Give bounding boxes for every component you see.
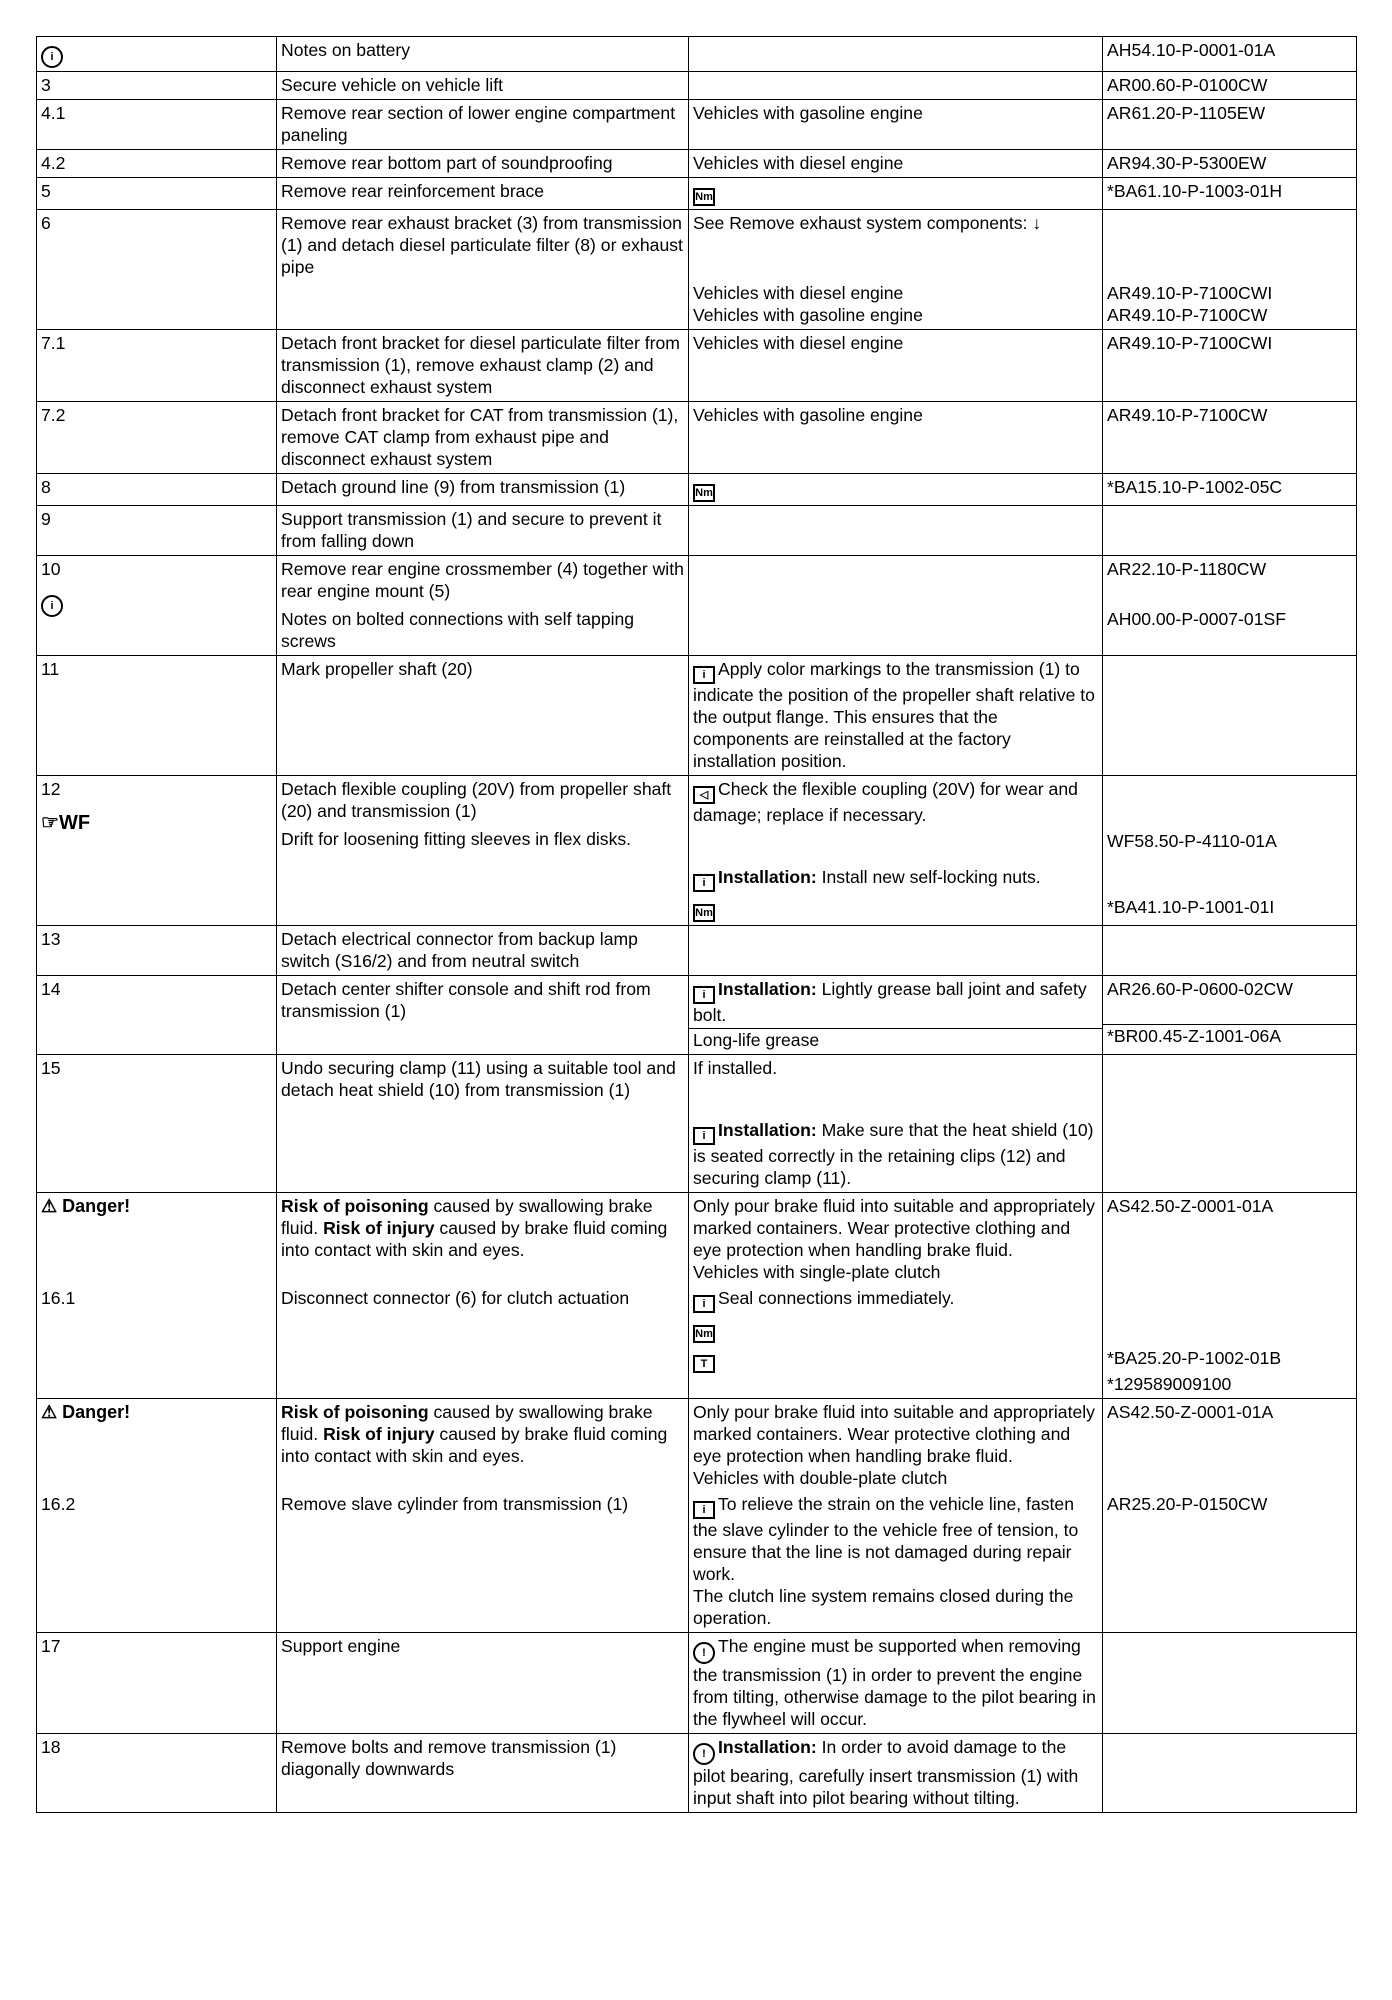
- note-text: Check the flexible coupling (20V) for wear and damage; replace if necessary.: [693, 779, 1078, 825]
- note-text: Only pour brake fluid into suitable and appropriately marked containers. Wear protective clothing and eye protection when handling brake fluid.: [693, 1402, 1095, 1466]
- risk-label: Risk of poisoning: [281, 1402, 429, 1422]
- action-text: caused by swallowing brake fluid.: [281, 1402, 653, 1444]
- note-text: Lightly grease ball joint and safety bolt.: [693, 979, 1087, 1025]
- caution-circle-icon: !: [693, 1642, 715, 1664]
- step-number: 4.1: [41, 103, 66, 123]
- table-row: [37, 506, 1357, 556]
- note-text: If installed.: [693, 1058, 778, 1078]
- action-text: Undo securing clamp (11) using a suitable tool and detach heat shield (10) from transmission (1): [281, 1058, 676, 1100]
- reference-link[interactable]: AR49.10-P-7100CW: [1107, 305, 1268, 325]
- reference-link[interactable]: AS42.50-Z-0001-01A: [1107, 1196, 1274, 1216]
- action-text: Remove slave cylinder from transmission (1): [281, 1494, 629, 1514]
- step-number: 13: [41, 929, 61, 949]
- note-text[interactable]: See Remove exhaust system components: ↓: [693, 213, 1042, 233]
- action-text: Support engine: [281, 1636, 401, 1656]
- reference-link[interactable]: AR25.20-P-0150CW: [1107, 1494, 1268, 1514]
- table-row: [37, 150, 1357, 178]
- step-number: 11: [41, 659, 60, 679]
- step-number: 5: [41, 181, 51, 201]
- notes-circle-icon: i: [41, 595, 63, 617]
- reference-link[interactable]: AR49.10-P-7100CWI: [1107, 283, 1273, 303]
- action-text: Remove rear section of lower engine compartment paneling: [281, 103, 676, 145]
- special-tool-label: WF: [58, 812, 91, 834]
- note-text: Vehicles with gasoline engine: [693, 305, 923, 325]
- table-row: [37, 1055, 1357, 1193]
- reference-link[interactable]: *BA15.10-P-1002-05C: [1107, 477, 1283, 497]
- installation-label: Installation:: [718, 1737, 817, 1757]
- note-text: Install new self-locking nuts.: [816, 867, 1041, 887]
- table-row: [37, 330, 1357, 402]
- note-text: The clutch line system remains closed during the operation.: [693, 1586, 1074, 1628]
- table-row: [37, 100, 1357, 150]
- note-text: Vehicles with gasoline engine: [693, 103, 923, 123]
- table-row: [37, 402, 1357, 474]
- info-icon: i: [693, 1127, 715, 1145]
- reference-link[interactable]: *129589009100: [1107, 1374, 1232, 1394]
- table-row: [37, 1633, 1357, 1734]
- reference-link[interactable]: AH00.00-P-0007-01SF: [1107, 609, 1286, 629]
- action-text: Detach ground line (9) from transmission (1): [281, 477, 626, 497]
- table-row: [37, 1193, 1357, 1399]
- action-text: Remove rear exhaust bracket (3) from transmission (1) and detach diesel particulate filter (8) or exhaust pipe: [281, 213, 683, 277]
- torque-nm-icon[interactable]: Nm: [693, 904, 715, 922]
- reference-link[interactable]: *BR00.45-Z-1001-06A: [1103, 1024, 1356, 1047]
- note-text: Vehicles with diesel engine: [693, 333, 904, 353]
- reference-link[interactable]: AR26.60-P-0600-02CW: [1107, 979, 1293, 999]
- info-icon: i: [693, 1295, 715, 1313]
- step-number: 7.2: [41, 405, 66, 425]
- reference-link[interactable]: AR22.10-P-1180CW: [1107, 559, 1267, 579]
- reference-link[interactable]: AR94.30-P-5300EW: [1107, 153, 1267, 173]
- risk-label: Risk of injury: [323, 1218, 435, 1238]
- danger-label: Danger!: [62, 1402, 131, 1422]
- action-text: Detach flexible coupling (20V) from propeller shaft (20) and transmission (1): [281, 779, 672, 821]
- installation-label: Installation:: [718, 979, 817, 999]
- reference-link[interactable]: *BA61.10-P-1003-01H: [1107, 181, 1283, 201]
- step-number: 16.1: [41, 1288, 76, 1308]
- special-tool-icon[interactable]: T: [693, 1355, 715, 1373]
- action-text: Detach front bracket for diesel particulate filter from transmission (1), remove exhaust clamp (2) and disconnect exhaust system: [281, 333, 680, 397]
- info-icon: i: [693, 874, 715, 892]
- step-number: 3: [41, 75, 51, 95]
- reference-link[interactable]: WF58.50-P-4110-01A: [1107, 831, 1277, 851]
- reference-link[interactable]: *BA41.10-P-1001-01I: [1107, 897, 1275, 917]
- table-row: [37, 556, 1357, 656]
- caution-circle-icon: !: [693, 1743, 715, 1765]
- action-text: Remove rear reinforcement brace: [281, 181, 545, 201]
- installation-label: Installation:: [718, 1120, 817, 1140]
- warning-triangle-icon: ⚠: [41, 1402, 58, 1422]
- warning-triangle-icon: ⚠: [41, 1196, 58, 1216]
- reference-link[interactable]: AH54.10-P-0001-01A: [1107, 40, 1276, 60]
- note-text: Make sure that the heat shield (10) is seated correctly in the retaining clips (12) and securing clamp (11).: [693, 1120, 1094, 1188]
- info-icon: i: [693, 986, 715, 1004]
- inspect-icon: ◁: [693, 786, 715, 804]
- procedure-table: [36, 36, 1357, 1813]
- reference-link[interactable]: AR49.10-P-7100CWI: [1107, 333, 1273, 353]
- step-number: 4.2: [41, 153, 66, 173]
- note-text: The engine must be supported when removing the transmission (1) in order to prevent the engine from tilting, otherwise damage to the pilot bearing in the flywheel will occur.: [693, 1636, 1096, 1729]
- step-number: 18: [41, 1737, 61, 1757]
- step-number: 16.2: [41, 1494, 76, 1514]
- note-text: Long-life grease: [689, 1028, 1102, 1051]
- table-row: [37, 1399, 1357, 1633]
- action-text: Disconnect connector (6) for clutch actuation: [281, 1288, 630, 1308]
- risk-label: Risk of poisoning: [281, 1196, 429, 1216]
- reference-link[interactable]: AR61.20-P-1105EW: [1107, 103, 1266, 123]
- step-number: 15: [41, 1058, 61, 1078]
- action-text: Detach center shifter console and shift rod from transmission (1): [281, 979, 651, 1021]
- torque-nm-icon[interactable]: Nm: [693, 484, 715, 502]
- step-number: 14: [41, 979, 61, 999]
- reference-link[interactable]: AR49.10-P-7100CW: [1107, 405, 1268, 425]
- action-text: Drift for loosening fitting sleeves in flex disks.: [281, 829, 632, 849]
- table-row: [37, 976, 1357, 1055]
- note-text: Vehicles with diesel engine: [693, 153, 904, 173]
- action-text: caused by brake fluid coming into contact with skin and eyes.: [281, 1218, 668, 1260]
- note-text: Vehicles with double-plate clutch: [693, 1468, 948, 1488]
- reference-link[interactable]: AS42.50-Z-0001-01A: [1107, 1402, 1274, 1422]
- installation-label: Installation:: [718, 867, 817, 887]
- table-row: [37, 474, 1357, 506]
- notes-circle-icon: i: [41, 46, 63, 68]
- info-icon: i: [693, 1501, 715, 1519]
- action-text: caused by swallowing brake fluid.: [281, 1196, 653, 1238]
- step-number: 8: [41, 477, 51, 497]
- action-text: Support transmission (1) and secure to prevent it from falling down: [281, 509, 662, 551]
- info-icon: i: [693, 666, 715, 684]
- step-number: 17: [41, 1636, 61, 1656]
- torque-nm-icon[interactable]: Nm: [693, 188, 715, 206]
- action-text: Detach front bracket for CAT from transmission (1), remove CAT clamp from exhaust pipe and disconnect exhaust system: [281, 405, 679, 469]
- table-row: [37, 210, 1357, 330]
- action-text: Secure vehicle on vehicle lift: [281, 75, 503, 95]
- table-row: [37, 178, 1357, 210]
- action-text: caused by brake fluid coming into contact with skin and eyes.: [281, 1424, 668, 1466]
- step-number: 10: [41, 559, 61, 579]
- action-text: Remove rear bottom part of soundproofing: [281, 153, 613, 173]
- step-number: 6: [41, 213, 51, 233]
- action-text: Mark propeller shaft (20): [281, 659, 473, 679]
- step-number: 7.1: [41, 333, 66, 353]
- note-text: Apply color markings to the transmission (1) to indicate the position of the propeller shaft relative to the output flange. This ensures that the components are reinstalled at the factory installation position.: [693, 659, 1095, 771]
- note-text: Seal connections immediately.: [718, 1288, 955, 1308]
- table-row: [37, 72, 1357, 100]
- step-number: 9: [41, 509, 51, 529]
- table-row: [37, 1734, 1357, 1813]
- note-text: Vehicles with diesel engine: [693, 283, 904, 303]
- table-row: [37, 926, 1357, 976]
- action-text: Detach electrical connector from backup lamp switch (S16/2) and from neutral switch: [281, 929, 638, 971]
- reference-link[interactable]: *BA25.20-P-1002-01B: [1107, 1348, 1282, 1368]
- table-row: [37, 776, 1357, 926]
- risk-label: Risk of injury: [323, 1424, 435, 1444]
- pointing-hand-icon: ☞: [41, 812, 59, 834]
- step-number: 12: [41, 779, 61, 799]
- reference-link[interactable]: AR00.60-P-0100CW: [1107, 75, 1268, 95]
- table-row: [37, 37, 1357, 72]
- note-text: To relieve the strain on the vehicle line, fasten the slave cylinder to the vehicle free of tension, to ensure that the line is not damaged during repair work.: [693, 1494, 1079, 1584]
- note-text: In order to avoid damage to the pilot bearing, carefully insert transmission (1) with input shaft into pilot bearing without tilting.: [693, 1737, 1079, 1808]
- action-text: Remove rear engine crossmember (4) together with rear engine mount (5): [281, 559, 684, 601]
- torque-nm-icon[interactable]: Nm: [693, 1325, 715, 1343]
- table-row: [37, 656, 1357, 776]
- action-text: Notes on battery: [281, 40, 411, 60]
- note-text: Vehicles with single-plate clutch: [693, 1262, 941, 1282]
- action-text: Remove bolts and remove transmission (1) diagonally downwards: [281, 1737, 617, 1779]
- danger-label: Danger!: [62, 1196, 131, 1216]
- note-text: Only pour brake fluid into suitable and appropriately marked containers. Wear protective clothing and eye protection when handling brake fluid.: [693, 1196, 1095, 1260]
- action-text: Notes on bolted connections with self tapping screws: [281, 609, 635, 651]
- note-text: Vehicles with gasoline engine: [693, 405, 923, 425]
